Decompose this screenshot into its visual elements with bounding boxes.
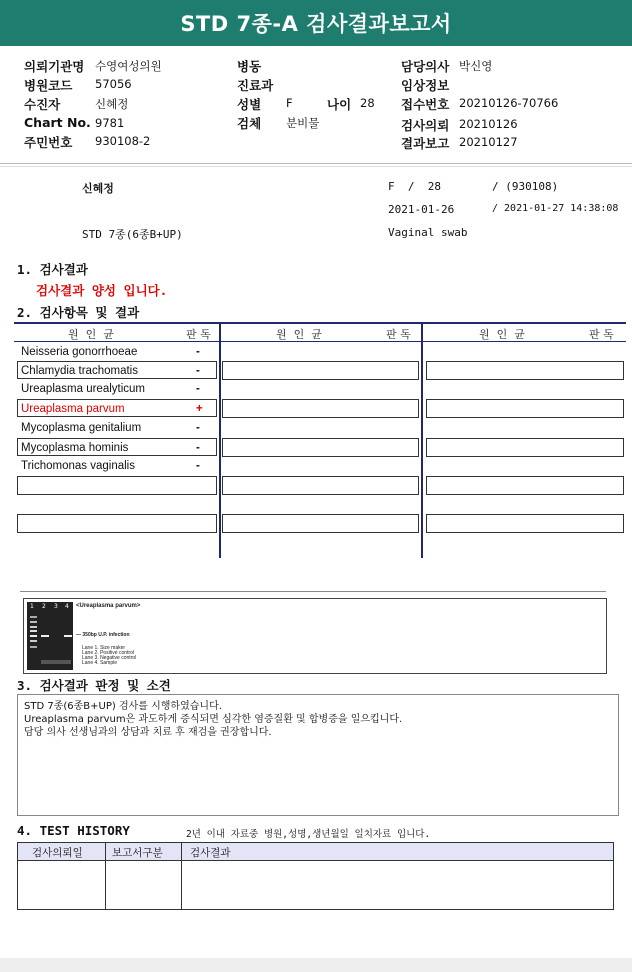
table-divider-2 — [421, 323, 423, 558]
organism-result: - — [196, 422, 200, 434]
accession-label: 접수번호 — [401, 97, 450, 112]
organism-result: + — [196, 403, 203, 415]
ladder-band — [30, 635, 37, 637]
table-top-rule — [14, 322, 626, 324]
col-result-header-3: 판 독 — [589, 328, 614, 341]
test-name: STD 7종(6종B+UP) — [82, 228, 183, 241]
header-divider — [0, 163, 632, 164]
col-organism-header-3: 원 인 균 — [479, 328, 525, 341]
patient-name: 신혜정 — [82, 182, 114, 195]
empty-cell — [222, 399, 419, 418]
empty-cell — [17, 476, 217, 495]
hospital-value: 수영여성의원 — [95, 59, 162, 73]
organism-result: - — [196, 442, 200, 454]
lane-label: 4 — [65, 603, 69, 610]
history-col-result: 검사결과 — [190, 847, 231, 859]
chart-no-label: Chart No. — [24, 115, 91, 130]
organism-name: Neisseria gonorrhoeae — [21, 346, 138, 358]
col-result-header-2: 판 독 — [386, 328, 411, 341]
accession-value: 20210126-70766 — [459, 96, 559, 110]
ladder-band — [30, 646, 37, 648]
history-col-divider — [181, 843, 182, 909]
clinical-info-label: 임상정보 — [401, 78, 450, 93]
specimen-type: Vaginal swab — [388, 226, 468, 239]
specimen-label: 검체 — [237, 116, 262, 131]
patient-label: 수진자 — [24, 97, 61, 112]
empty-cell — [426, 514, 624, 533]
report-title: STD 7종-A 검사결과보고서 — [0, 0, 632, 46]
history-note: 2년 이내 자료중 병원,성명,생년월일 일치자료 입니다. — [186, 829, 431, 840]
organism-name: Trichomonas vaginalis — [21, 460, 135, 472]
department-label: 진료과 — [237, 78, 274, 93]
history-col-report-type: 보고서구분 — [112, 847, 163, 859]
empty-cell — [17, 514, 217, 533]
hospital-code-value: 57056 — [95, 77, 132, 91]
gel-title: <Ureaplasma parvum> — [76, 603, 141, 609]
reported-datetime: / 2021-01-27 14:38:08 — [492, 203, 619, 214]
organism-name: Mycoplasma genitalium — [21, 422, 142, 434]
history-col-divider — [105, 843, 106, 909]
gel-image-panel — [23, 598, 607, 674]
empty-cell — [426, 399, 624, 418]
patient-sex-age: F / 28 — [388, 180, 441, 193]
request-date-label: 검사의뢰 — [401, 118, 450, 133]
received-date: 2021-01-26 — [388, 203, 455, 216]
hospital-code-label: 병원코드 — [24, 78, 73, 93]
findings-line: STD 7종(6종B+UP) 검사를 시행하였습니다. — [24, 701, 222, 712]
section3-title: 3. 검사결과 판정 및 소견 — [17, 678, 171, 693]
history-header-row — [18, 843, 613, 861]
patient-birth: / (930108) — [492, 180, 559, 193]
col-organism-header-2: 원 인 균 — [276, 328, 322, 341]
organism-name: Mycoplasma hominis — [21, 442, 129, 454]
age-value: 28 — [360, 96, 375, 110]
lane-label: 3 — [54, 603, 58, 610]
gel-legend-1: Lane 1. Size maker — [82, 645, 126, 651]
organism-result: - — [196, 346, 200, 358]
findings-box — [17, 694, 619, 816]
section4-title: 4. TEST HISTORY — [17, 823, 130, 838]
gel-legend-2: Lane 2. Positive control — [82, 650, 134, 656]
specimen-value: 분비물 — [286, 116, 320, 130]
resident-no-value: 930108-2 — [95, 134, 151, 148]
doctor-label: 담당의사 — [401, 59, 450, 74]
ladder-band — [30, 621, 37, 623]
col-result-header-1: 판 독 — [186, 328, 211, 341]
findings-text — [24, 700, 402, 739]
organism-row-tv — [18, 457, 218, 475]
doctor-value: 박신영 — [459, 59, 493, 73]
organism-name: Chlamydia trachomatis — [21, 365, 138, 377]
result-summary: 검사결과 양성 입니다. — [36, 283, 168, 298]
history-col-request-date: 검사의뢰일 — [32, 847, 83, 859]
ladder-band — [30, 630, 37, 632]
organism-row-ct — [17, 361, 217, 379]
table-divider-1 — [219, 323, 221, 558]
lane-label: 1 — [30, 603, 34, 610]
empty-cell — [426, 476, 624, 495]
empty-cell — [426, 361, 624, 380]
findings-line: 담당 의사 선생님과의 상담과 치료 후 재검을 권장합니다. — [24, 727, 272, 738]
report-date-label: 결과보고 — [401, 136, 450, 151]
resident-no-label: 주민번호 — [24, 135, 73, 150]
primer-dimer — [41, 660, 71, 664]
organism-row-uu — [18, 380, 218, 398]
organism-result: - — [196, 383, 200, 395]
ladder-band — [30, 616, 37, 618]
ladder-band — [30, 640, 37, 642]
gel-legend-4: Lane 4. Sample — [82, 660, 118, 666]
organism-row-mh — [17, 438, 217, 456]
sample-band — [64, 635, 72, 637]
empty-cell — [222, 438, 419, 457]
gel-annotation: — 350bp U.P. infection — [76, 632, 130, 638]
col-organism-header-1: 원 인 균 — [68, 328, 114, 341]
age-label: 나이 — [327, 97, 352, 112]
organism-row-ng — [18, 343, 218, 361]
gel-legend-3: Lane 3. Negative control — [82, 655, 137, 661]
history-table — [17, 842, 614, 910]
organism-row-up-positive — [17, 399, 217, 417]
organism-name: Ureaplasma parvum — [21, 403, 125, 415]
lane-label: 2 — [42, 603, 46, 610]
positive-band — [41, 635, 49, 637]
sex-label: 성별 — [237, 97, 262, 112]
report-date-value: 20210127 — [459, 135, 518, 149]
organism-name: Ureaplasma urealyticum — [21, 383, 145, 395]
organism-row-mg — [18, 419, 218, 437]
empty-cell — [222, 361, 419, 380]
page-footer-band — [0, 958, 632, 972]
gel-divider — [20, 591, 606, 592]
section2-title: 2. 검사항목 및 결과 — [17, 305, 140, 320]
gel-electrophoresis-image — [27, 602, 73, 670]
ward-label: 병동 — [237, 59, 262, 74]
empty-cell — [222, 514, 419, 533]
section1-title: 1. 검사결과 — [17, 262, 88, 277]
hospital-label: 의뢰기관명 — [24, 59, 85, 74]
request-date-value: 20210126 — [459, 117, 518, 131]
organism-result: - — [196, 460, 200, 472]
header-divider-shadow — [0, 166, 632, 167]
findings-line: Ureaplasma parvum은 과도하게 증식되면 심각한 염증질환 및 합병증을 일으킵니다. — [24, 714, 403, 725]
empty-cell — [222, 476, 419, 495]
gel-annotation-text: 350bp U.P. infection — [82, 632, 130, 638]
ladder-band — [30, 626, 37, 628]
patient-value: 신혜정 — [95, 97, 129, 111]
organism-result: - — [196, 365, 200, 377]
empty-cell — [426, 438, 624, 457]
sex-value: F — [286, 96, 293, 110]
chart-no-value: 9781 — [95, 116, 125, 130]
